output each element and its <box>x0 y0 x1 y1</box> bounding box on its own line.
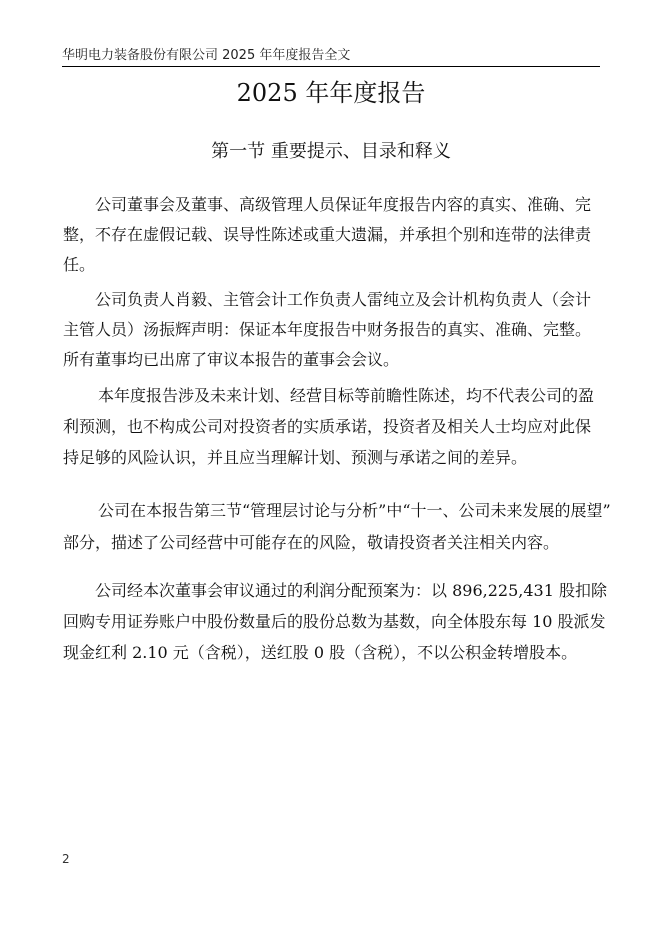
paragraph-line: 所有董事均已出席了审议本报告的董事会会议。 <box>63 350 400 369</box>
paragraph-line: 整，不存在虚假记载、误导性陈述或重大遗漏，并承担个别和连带的法律责 <box>63 225 592 244</box>
paragraph-line: 回购专用证券账户中股份数量后的股份总数为基数，向全体股东每 10 股派发 <box>63 612 606 631</box>
paragraph-board-guarantee <box>63 190 593 280</box>
section-title: 第一节 重要提示、目录和释义 <box>211 141 451 162</box>
paragraph-risk-reference <box>63 495 611 559</box>
paragraph-line: 现金红利 2.10 元（含税），送红股 0 股（含税），不以公积金转增股本。 <box>63 643 578 662</box>
paragraph-line: 主管人员）汤振辉声明：保证本年度报告中财务报告的真实、准确、完整。 <box>63 320 592 339</box>
paragraph-line: 部分，描述了公司经营中可能存在的风险，敬请投资者关注相关内容。 <box>63 533 560 552</box>
paragraph-forward-looking <box>63 380 593 473</box>
report-title: 2025 年年度报告 <box>236 79 426 107</box>
paragraph-line: 公司负责人肖毅、主管会计工作负责人雷纯立及会计机构负责人（会计 <box>95 290 592 309</box>
header-divider <box>62 66 600 67</box>
paragraph-profit-distribution <box>63 575 607 668</box>
paragraph-line: 利预测，也不构成公司对投资者的实质承诺，投资者及相关人士均应对此保 <box>63 417 592 436</box>
paragraph-directors-attendance <box>63 345 593 375</box>
paragraph-line: 持足够的风险认识，并且应当理解计划、预测与承诺之间的差异。 <box>63 448 528 467</box>
paragraph-line: 公司经本次董事会审议通过的利润分配预案为：以 896,225,431 股扣除 <box>95 581 607 600</box>
paragraph-line: 本年度报告涉及未来计划、经营目标等前瞻性陈述，均不代表公司的盈 <box>98 386 595 405</box>
document-header: 华明电力装备股份有限公司 2025 年年度报告全文 <box>62 48 351 63</box>
page-number: 2 <box>62 852 70 866</box>
paragraph-line: 公司在本报告第三节“管理层讨论与分析”中“十一、公司未来发展的展望” <box>98 501 611 520</box>
paragraph-responsible-persons <box>63 285 593 345</box>
paragraph-line: 任。 <box>63 255 96 274</box>
paragraph-line: 公司董事会及董事、高级管理人员保证年度报告内容的真实、准确、完 <box>95 195 592 214</box>
